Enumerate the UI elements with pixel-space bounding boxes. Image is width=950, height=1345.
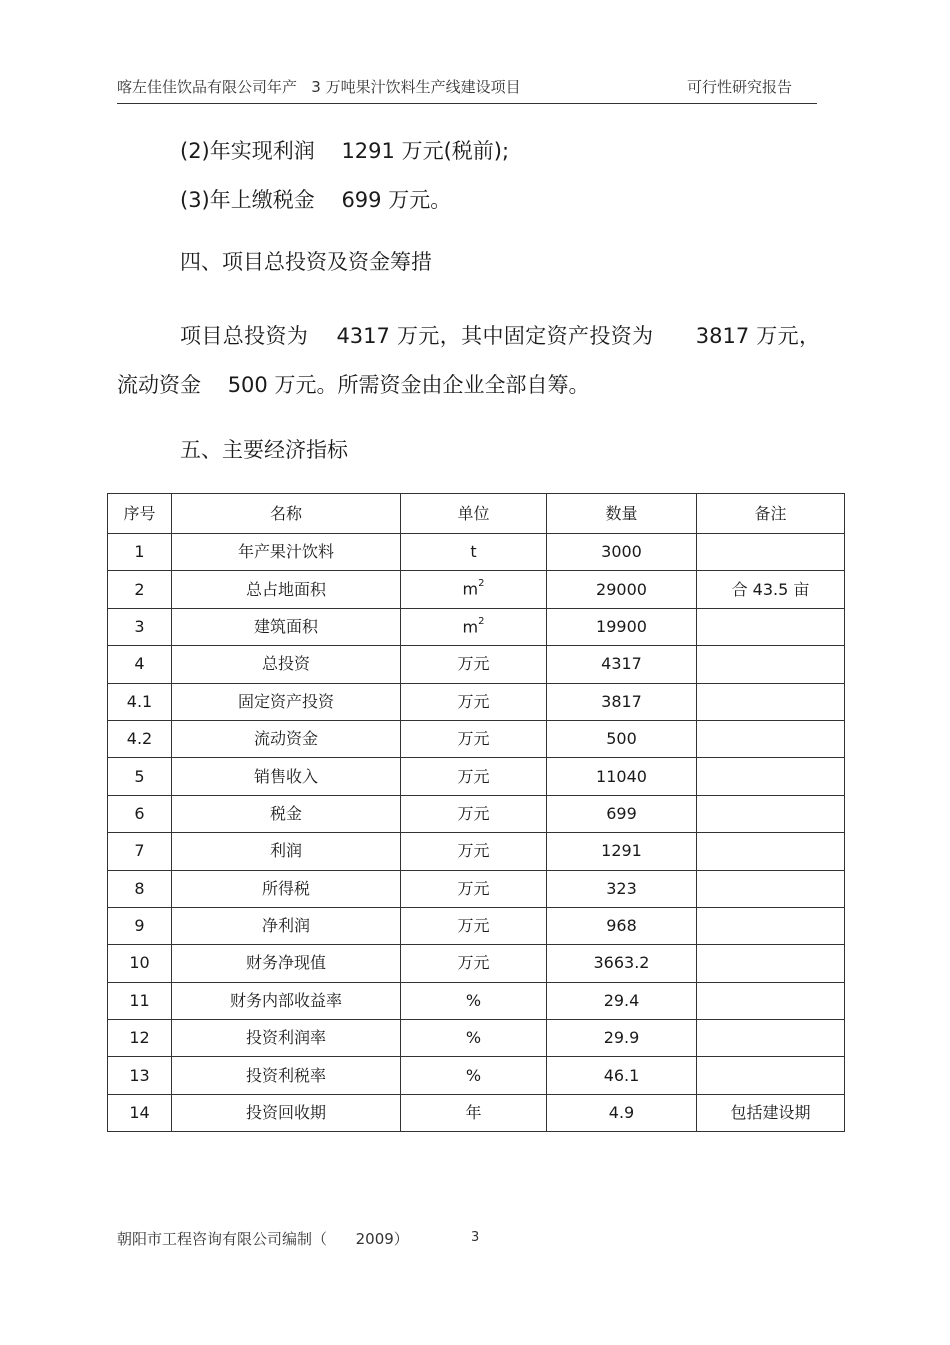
cell-name: 销售收入 (172, 758, 401, 795)
investment-paragraph-line2: 流动资金 500 万元。所需资金由企业全部自筹。 (117, 373, 590, 397)
header-cell-note: 备注 (697, 494, 845, 534)
cell-name: 净利润 (172, 907, 401, 944)
cell-no: 4.1 (108, 683, 172, 720)
cell-qty: 46.1 (547, 1057, 697, 1094)
table-row (108, 534, 845, 571)
cell-name: 利润 (172, 833, 401, 870)
cell-qty: 4317 (547, 646, 697, 683)
cell-no: 4.2 (108, 720, 172, 757)
cell-qty: 4.9 (547, 1094, 697, 1131)
cell-name: 总占地面积 (172, 571, 401, 608)
cell-qty: 3817 (547, 683, 697, 720)
table-row (108, 758, 845, 795)
cell-unit: % (401, 982, 547, 1019)
cell-note: 包括建设期 (697, 1094, 845, 1131)
cell-unit: 万元 (401, 720, 547, 757)
unit-exponent: 2 (478, 615, 485, 627)
cell-name: 财务内部收益率 (172, 982, 401, 1019)
cell-no: 10 (108, 945, 172, 982)
cell-note (697, 758, 845, 795)
cell-qty: 500 (547, 720, 697, 757)
cell-note (697, 833, 845, 870)
cell-name: 年产果汁饮料 (172, 534, 401, 571)
header-divider (117, 103, 817, 104)
cell-qty: 19900 (547, 608, 697, 645)
investment-paragraph-line1: 项目总投资为 4317 万元，其中固定资产投资为 3817 万元， (180, 324, 820, 348)
cell-no: 8 (108, 870, 172, 907)
header-cell-qty: 数量 (547, 494, 697, 534)
cell-unit: % (401, 1020, 547, 1057)
section-heading-investment: 四、项目总投资及资金筹措 (180, 250, 432, 274)
cell-no: 4 (108, 646, 172, 683)
cell-qty: 29.9 (547, 1020, 697, 1057)
table-row (108, 1094, 845, 1131)
cell-no: 11 (108, 982, 172, 1019)
cell-qty: 3663.2 (547, 945, 697, 982)
table-row (108, 795, 845, 832)
cell-no: 14 (108, 1094, 172, 1131)
cell-note (697, 534, 845, 571)
page-footer: 朝阳市工程咨询有限公司编制（ 2009） (117, 1230, 409, 1248)
cell-qty: 3000 (547, 534, 697, 571)
cell-unit (401, 571, 547, 608)
table-row (108, 608, 845, 645)
table-header-row (108, 494, 845, 534)
cell-unit: 万元 (401, 945, 547, 982)
header-cell-unit: 单位 (401, 494, 547, 534)
cell-no: 6 (108, 795, 172, 832)
cell-name: 投资利税率 (172, 1057, 401, 1094)
unit-base: m (462, 617, 479, 637)
cell-qty: 29.4 (547, 982, 697, 1019)
cell-note (697, 907, 845, 944)
header-cell-no: 序号 (108, 494, 172, 534)
cell-name: 投资回收期 (172, 1094, 401, 1131)
section-heading-indicators: 五、主要经济指标 (180, 438, 348, 462)
cell-unit: % (401, 1057, 547, 1094)
header-cell-name: 名称 (172, 494, 401, 534)
table-row (108, 1057, 845, 1094)
table-row (108, 683, 845, 720)
cell-name: 投资利润率 (172, 1020, 401, 1057)
cell-no: 7 (108, 833, 172, 870)
cell-note (697, 982, 845, 1019)
table-row (108, 945, 845, 982)
table-row (108, 907, 845, 944)
cell-unit (401, 608, 547, 645)
table-row (108, 870, 845, 907)
table-row (108, 1020, 845, 1057)
cell-unit: 万元 (401, 758, 547, 795)
cell-unit: 万元 (401, 646, 547, 683)
cell-unit: t (401, 534, 547, 571)
cell-name: 流动资金 (172, 720, 401, 757)
cell-qty: 29000 (547, 571, 697, 608)
cell-unit: 万元 (401, 795, 547, 832)
cell-note (697, 1020, 845, 1057)
header-project-title: 喀左佳佳饮品有限公司年产 3 万吨果汁饮料生产线建设项目 (117, 78, 521, 96)
cell-unit: 年 (401, 1094, 547, 1131)
cell-no: 12 (108, 1020, 172, 1057)
cell-no: 1 (108, 534, 172, 571)
cell-name: 总投资 (172, 646, 401, 683)
cell-note: 合 43.5 亩 (697, 571, 845, 608)
cell-qty: 968 (547, 907, 697, 944)
cell-unit: 万元 (401, 870, 547, 907)
cell-unit: 万元 (401, 683, 547, 720)
cell-qty: 1291 (547, 833, 697, 870)
unit-base: m (462, 579, 479, 599)
cell-note (697, 720, 845, 757)
cell-note (697, 945, 845, 982)
unit-exponent: 2 (478, 578, 485, 590)
cell-no: 9 (108, 907, 172, 944)
cell-name: 建筑面积 (172, 608, 401, 645)
table-row (108, 646, 845, 683)
cell-name: 所得税 (172, 870, 401, 907)
cell-name: 税金 (172, 795, 401, 832)
table-row (108, 833, 845, 870)
cell-note (697, 1057, 845, 1094)
cell-unit: 万元 (401, 833, 547, 870)
cell-no: 5 (108, 758, 172, 795)
cell-qty: 11040 (547, 758, 697, 795)
cell-note (697, 608, 845, 645)
cell-unit: 万元 (401, 907, 547, 944)
table-row (108, 720, 845, 757)
cell-no: 2 (108, 571, 172, 608)
cell-no: 3 (108, 608, 172, 645)
page-header (117, 76, 817, 98)
cell-note (697, 646, 845, 683)
table-row (108, 982, 845, 1019)
profit-line: (2)年实现利润 1291 万元(税前); (180, 139, 510, 163)
cell-note (697, 870, 845, 907)
economic-indicators-table (107, 493, 845, 1132)
cell-note (697, 683, 845, 720)
page-number: 3 (471, 1230, 480, 1245)
cell-no: 13 (108, 1057, 172, 1094)
cell-qty: 699 (547, 795, 697, 832)
cell-name: 财务净现值 (172, 945, 401, 982)
cell-name: 固定资产投资 (172, 683, 401, 720)
tax-line: (3)年上缴税金 699 万元。 (180, 188, 452, 212)
table-row (108, 571, 845, 608)
cell-qty: 323 (547, 870, 697, 907)
header-report-type: 可行性研究报告 (687, 78, 793, 96)
cell-note (697, 795, 845, 832)
